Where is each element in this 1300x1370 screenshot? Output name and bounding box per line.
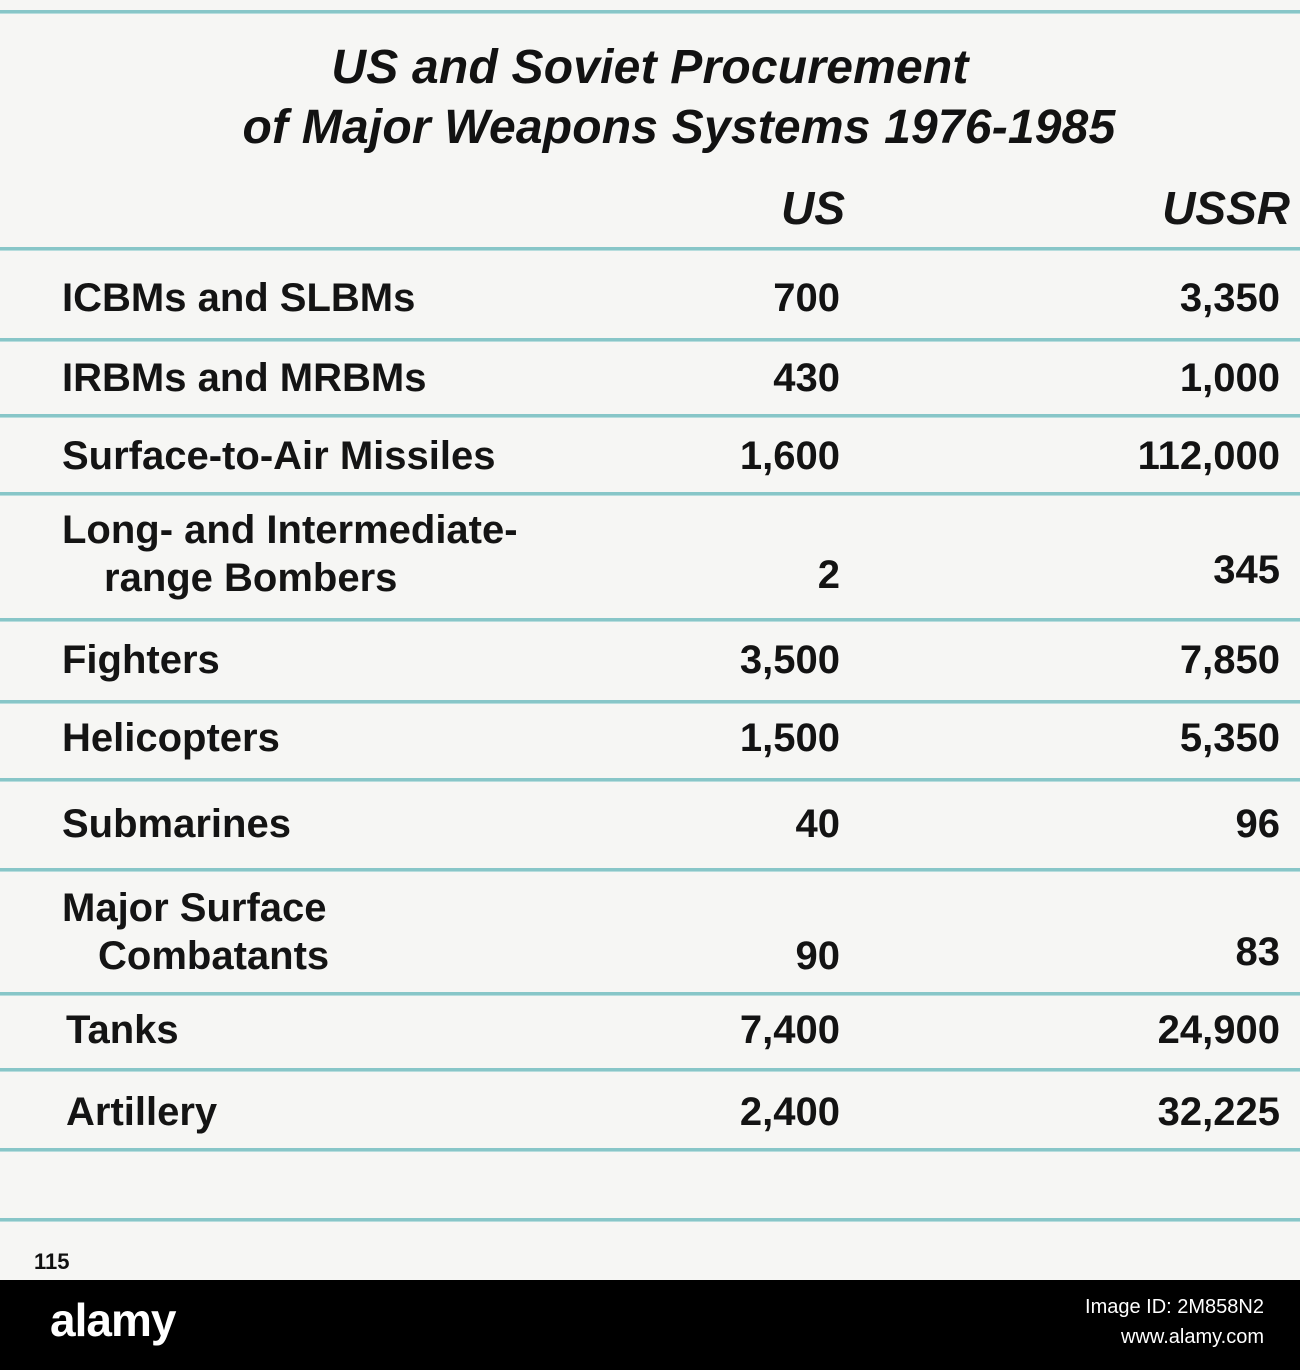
row-rule [0, 338, 1300, 342]
us-value: 3,500 [739, 638, 840, 682]
row-label-line: Surface-to-Air Missiles [62, 434, 496, 478]
row-rule [0, 1068, 1300, 1072]
row-label-line: Fighters [62, 638, 220, 682]
ussr-value: 3,350 [1179, 276, 1280, 320]
row-label [62, 636, 672, 684]
header-rule [0, 247, 1300, 251]
ussr-value: 96 [1235, 802, 1280, 846]
ussr-value: 32,225 [1157, 1090, 1280, 1134]
row-rule [0, 992, 1300, 996]
watermark-footer [0, 1280, 1300, 1370]
table-title [0, 38, 1300, 158]
row-label [62, 800, 672, 848]
row-label [62, 274, 672, 322]
ussr-value: 5,350 [1179, 716, 1280, 760]
column-header-us: US [781, 182, 845, 234]
us-value: 2 [817, 553, 840, 597]
image-id [1085, 1292, 1264, 1352]
alamy-logo: alamy [50, 1294, 176, 1346]
site-url: www.alamy.com [1121, 1326, 1264, 1348]
us-value: 90 [795, 934, 840, 978]
us-value: 40 [795, 802, 840, 846]
row-rule [0, 414, 1300, 418]
image-id-label: Image ID: 2M858N2 [1085, 1296, 1264, 1318]
row-label-line: Tanks [66, 1008, 179, 1052]
us-value: 7,400 [739, 1008, 840, 1052]
row-label [62, 506, 672, 602]
row-label [66, 1006, 676, 1054]
title-line-1: US and Soviet Procurement [331, 41, 969, 94]
row-rule [0, 1148, 1300, 1152]
row-label-line: Major Surface [62, 886, 327, 930]
us-value: 1,600 [739, 434, 840, 478]
row-rule [0, 492, 1300, 496]
row-label-line: ICBMs and SLBMs [62, 276, 416, 320]
ussr-value: 1,000 [1179, 356, 1280, 400]
row-label [62, 884, 672, 980]
row-label [62, 354, 672, 402]
row-label-line: Long- and Intermediate- [62, 508, 518, 552]
row-label-line: IRBMs and MRBMs [62, 356, 427, 400]
row-label-line: Combatants [98, 934, 330, 978]
row-rule [0, 618, 1300, 622]
bottom-rule [0, 1218, 1300, 1222]
row-label-line: Helicopters [62, 716, 280, 760]
us-value: 1,500 [739, 716, 840, 760]
us-value: 2,400 [739, 1090, 840, 1134]
row-label [62, 432, 672, 480]
ussr-value: 345 [1213, 548, 1280, 592]
row-label-line: range Bombers [104, 556, 398, 600]
us-value: 700 [773, 276, 840, 320]
row-label [66, 1088, 676, 1136]
us-value: 430 [773, 356, 840, 400]
row-label-line: Submarines [62, 802, 291, 846]
row-rule [0, 778, 1300, 782]
title-line-2: of Major Weapons Systems 1976-1985 [242, 101, 1116, 154]
row-rule [0, 868, 1300, 872]
column-header-ussr: USSR [1162, 182, 1290, 234]
row-label-line: Artillery [66, 1090, 218, 1134]
ussr-value: 83 [1235, 930, 1280, 974]
row-label [62, 714, 672, 762]
row-rule [0, 700, 1300, 704]
ussr-value: 112,000 [1137, 434, 1280, 478]
ussr-value: 7,850 [1179, 638, 1280, 682]
page-number: 115 [34, 1249, 70, 1274]
top-rule [0, 10, 1300, 14]
ussr-value: 24,900 [1157, 1008, 1280, 1052]
